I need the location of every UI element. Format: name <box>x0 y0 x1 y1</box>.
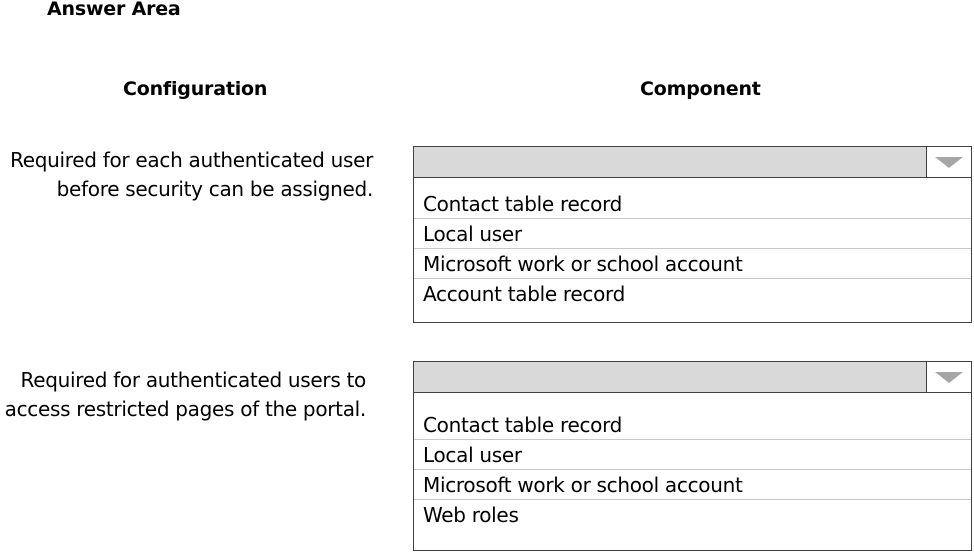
component-dropdown-1 <box>413 146 972 323</box>
configuration-header: Configuration <box>123 78 268 100</box>
prompt-2-line-2: access restricted pages of the portal. <box>4 397 366 421</box>
dropdown-1-option-microsoft-account[interactable]: Microsoft work or school account <box>414 249 971 279</box>
component-dropdown-2 <box>413 361 972 551</box>
dropdown-1-toggle-button[interactable] <box>926 147 971 177</box>
dropdown-1-option-contact-table-record[interactable]: Contact table record <box>414 189 971 219</box>
chevron-down-icon <box>935 372 963 383</box>
dropdown-1-options <box>414 178 971 309</box>
dropdown-2-selection-bar[interactable] <box>414 362 971 393</box>
dropdown-2-option-contact-table-record[interactable]: Contact table record <box>414 410 971 440</box>
dropdown-2-option-local-user[interactable]: Local user <box>414 440 971 470</box>
prompt-1-line-1: Required for each authenticated user <box>10 148 373 172</box>
dropdown-1-option-local-user[interactable]: Local user <box>414 219 971 249</box>
component-header: Component <box>640 78 761 100</box>
answer-area-title: Answer Area <box>47 0 181 20</box>
dropdown-1-selection-bar[interactable] <box>414 147 971 178</box>
dropdown-2-options <box>414 393 971 530</box>
dropdown-2-toggle-button[interactable] <box>926 362 971 392</box>
dropdown-2-option-web-roles[interactable]: Web roles <box>423 503 519 527</box>
dropdown-2-option-microsoft-account[interactable]: Microsoft work or school account <box>414 470 971 500</box>
prompt-1-line-2: before security can be assigned. <box>56 177 373 201</box>
chevron-down-icon <box>935 157 963 168</box>
configuration-prompt-1 <box>10 146 373 204</box>
dropdown-1-option-account-table-record[interactable]: Account table record <box>423 282 626 306</box>
prompt-2-line-1: Required for authenticated users to <box>20 368 366 392</box>
configuration-prompt-2 <box>5 366 366 424</box>
